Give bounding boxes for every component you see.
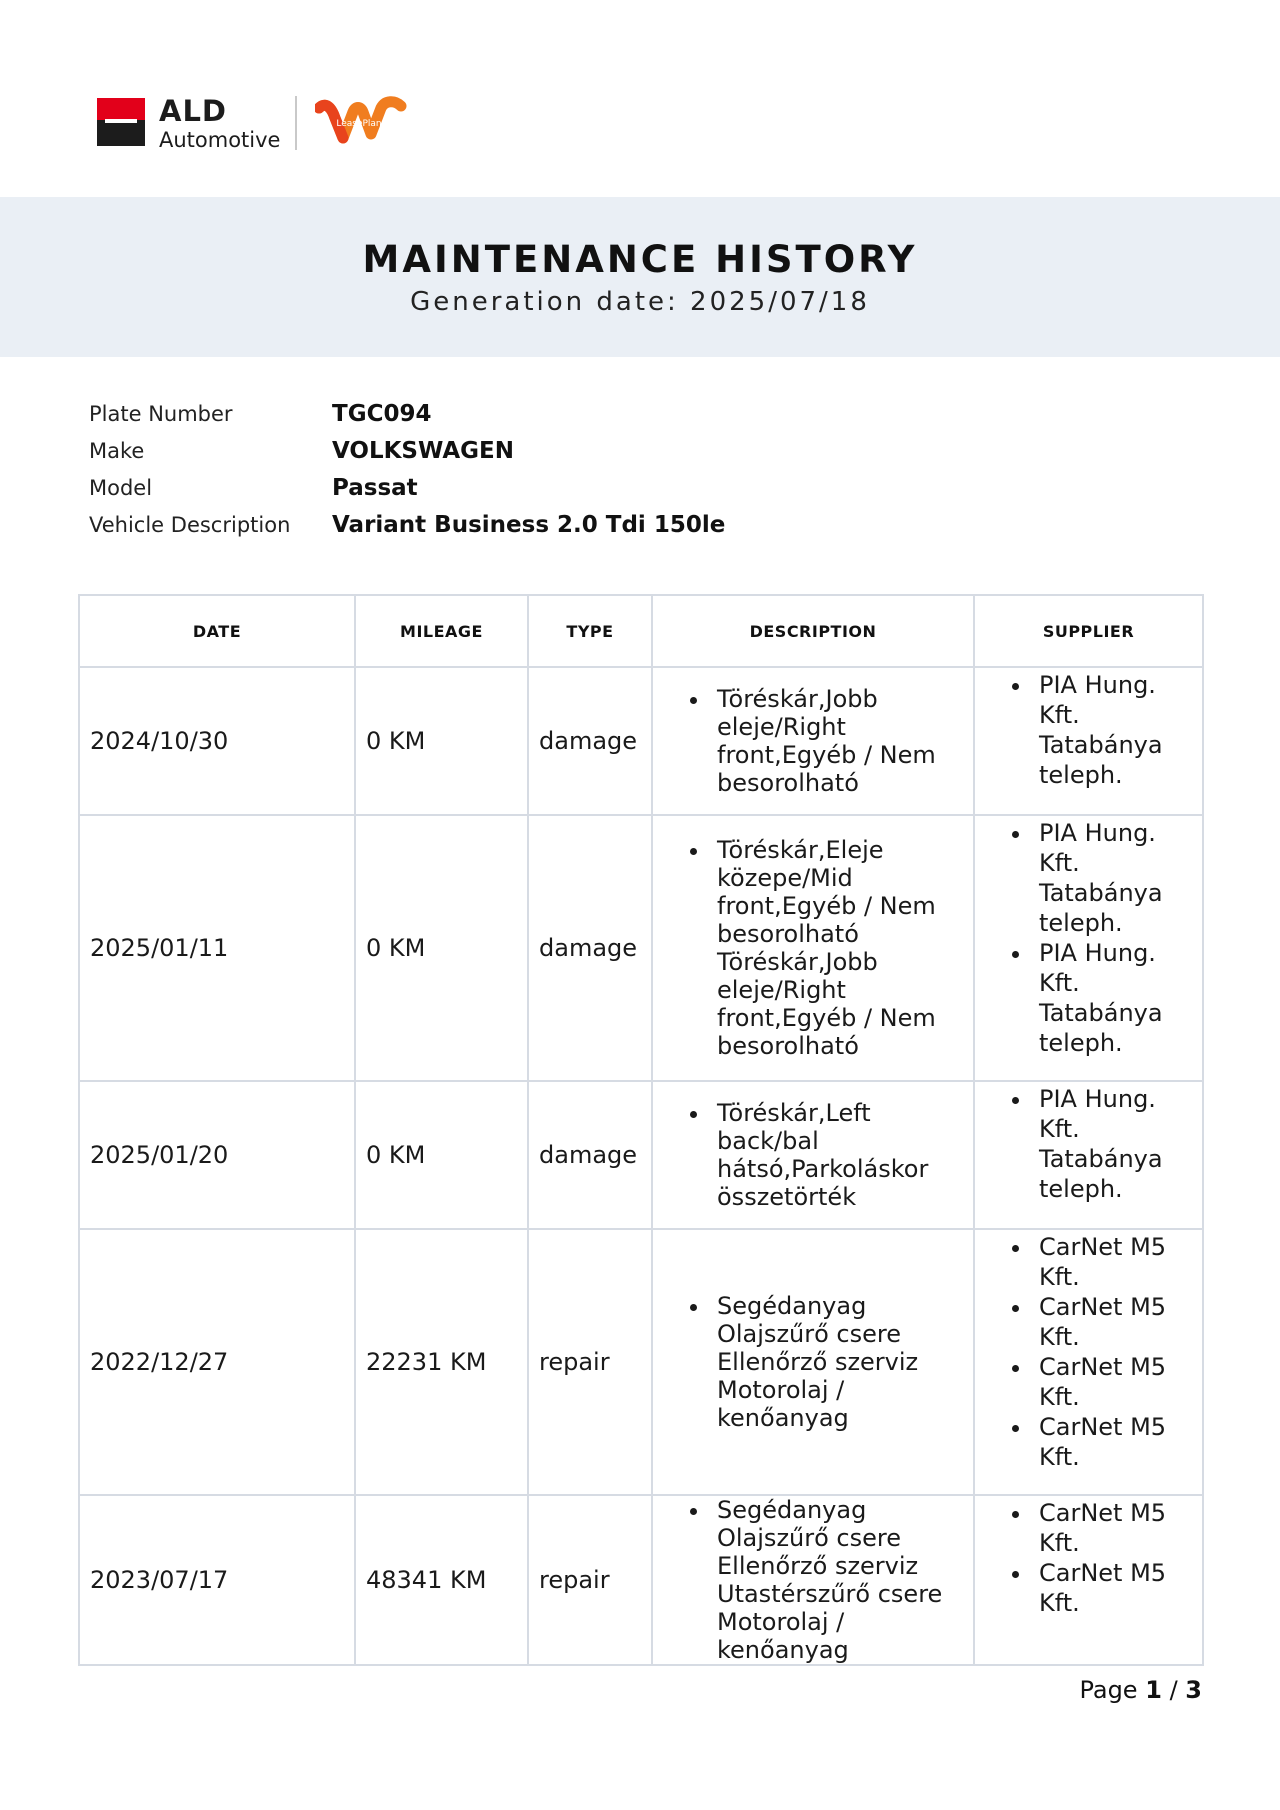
cell-supplier — [974, 1229, 1203, 1495]
table-row — [79, 1495, 1203, 1665]
cell-date: 2025/01/11 — [79, 815, 355, 1081]
page-separator: / — [1169, 1676, 1178, 1704]
cell-mileage: 0 KM — [355, 667, 528, 815]
cell-date: 2022/12/27 — [79, 1229, 355, 1495]
vehicle-row-description — [89, 506, 725, 543]
cell-date: 2023/07/17 — [79, 1495, 355, 1665]
column-header-type: TYPE — [528, 595, 652, 667]
cell-description — [652, 1081, 974, 1229]
supplier-item: • PIA Hung. Kft. Tatabánya teleph. — [1033, 1084, 1192, 1204]
cell-date: 2024/10/30 — [79, 667, 355, 815]
plate-number-label: Plate Number — [89, 401, 233, 426]
page-label: Page — [1079, 1676, 1138, 1704]
page-current: 1 — [1145, 1676, 1162, 1704]
cell-type: damage — [528, 667, 652, 815]
ald-logo-subtitle: Automotive — [159, 128, 281, 152]
page-indicator — [1079, 1676, 1202, 1704]
supplier-item: • PIA Hung. Kft. Tatabánya teleph. — [1033, 818, 1192, 938]
cell-supplier — [974, 815, 1203, 1081]
cell-mileage: 22231 KM — [355, 1229, 528, 1495]
description-item: • Segédanyag Olajszűrő csere Ellenőrző szerviz Utastérszűrő csere Motorolaj / kenőanyag — [711, 1496, 963, 1664]
cell-description — [652, 815, 974, 1081]
description-item: • Töréskár,Left back/bal hátsó,Parkoláskor összetörték — [711, 1099, 963, 1211]
page-header-banner — [0, 197, 1280, 357]
maintenance-history-table — [78, 594, 1204, 1666]
make-value: VOLKSWAGEN — [332, 437, 514, 464]
supplier-item: • PIA Hung. Kft. Tatabánya teleph. — [1033, 670, 1192, 790]
supplier-item: • CarNet M5 Kft. — [1033, 1498, 1192, 1558]
vehicle-description-label: Vehicle Description — [89, 512, 291, 537]
supplier-item: • CarNet M5 Kft. — [1033, 1412, 1192, 1472]
vehicle-info — [89, 395, 725, 543]
vehicle-row-plate — [89, 395, 725, 432]
cell-description — [652, 1495, 974, 1665]
vehicle-row-make — [89, 432, 725, 469]
column-header-supplier: SUPPLIER — [974, 595, 1203, 667]
supplier-item: • CarNet M5 Kft. — [1033, 1352, 1192, 1412]
supplier-item: • CarNet M5 Kft. — [1033, 1558, 1192, 1618]
model-value: Passat — [332, 474, 418, 501]
table-row — [79, 1081, 1203, 1229]
page-title: MAINTENANCE HISTORY — [362, 238, 918, 281]
cell-description — [652, 667, 974, 815]
generation-date: Generation date: 2025/07/18 — [410, 287, 870, 317]
cell-supplier — [974, 1081, 1203, 1229]
cell-type: repair — [528, 1495, 652, 1665]
cell-mileage: 0 KM — [355, 1081, 528, 1229]
description-item: • Töréskár,Eleje közepe/Mid front,Egyéb / Nem besorolható Töréskár,Jobb eleje/Right front,Egyéb / Nem besorolható — [711, 836, 963, 1060]
cell-date: 2025/01/20 — [79, 1081, 355, 1229]
description-item: • Segédanyag Olajszűrő csere Ellenőrző szerviz Motorolaj / kenőanyag — [711, 1292, 963, 1432]
supplier-item: • PIA Hung. Kft. Tatabánya teleph. — [1033, 938, 1192, 1058]
ald-logo-name: ALD — [159, 94, 227, 128]
cell-type: damage — [528, 1081, 652, 1229]
page-total: 3 — [1185, 1676, 1202, 1704]
cell-supplier — [974, 667, 1203, 815]
cell-type: repair — [528, 1229, 652, 1495]
table-row — [79, 815, 1203, 1081]
column-header-description: DESCRIPTION — [652, 595, 974, 667]
cell-mileage: 48341 KM — [355, 1495, 528, 1665]
table-header-row — [79, 595, 1203, 667]
cell-supplier — [974, 1495, 1203, 1665]
company-logo — [97, 92, 417, 156]
supplier-item: • CarNet M5 Kft. — [1033, 1232, 1192, 1292]
ald-logo-mark — [97, 98, 145, 146]
column-header-date: DATE — [79, 595, 355, 667]
column-header-mileage: MILEAGE — [355, 595, 528, 667]
cell-mileage: 0 KM — [355, 815, 528, 1081]
table-row — [79, 1229, 1203, 1495]
leaseplan-logo-text: LeasePlan — [336, 119, 382, 129]
make-label: Make — [89, 438, 145, 463]
leaseplan-logo — [315, 92, 407, 150]
logo-divider — [295, 96, 297, 150]
supplier-item: • CarNet M5 Kft. — [1033, 1292, 1192, 1352]
vehicle-description-value: Variant Business 2.0 Tdi 150le — [332, 511, 726, 538]
model-label: Model — [89, 475, 153, 500]
cell-type: damage — [528, 815, 652, 1081]
plate-number-value: TGC094 — [332, 400, 432, 427]
description-item: • Töréskár,Jobb eleje/Right front,Egyéb / Nem besorolható — [711, 685, 963, 797]
cell-description — [652, 1229, 974, 1495]
vehicle-row-model — [89, 469, 725, 506]
table-row — [79, 667, 1203, 815]
